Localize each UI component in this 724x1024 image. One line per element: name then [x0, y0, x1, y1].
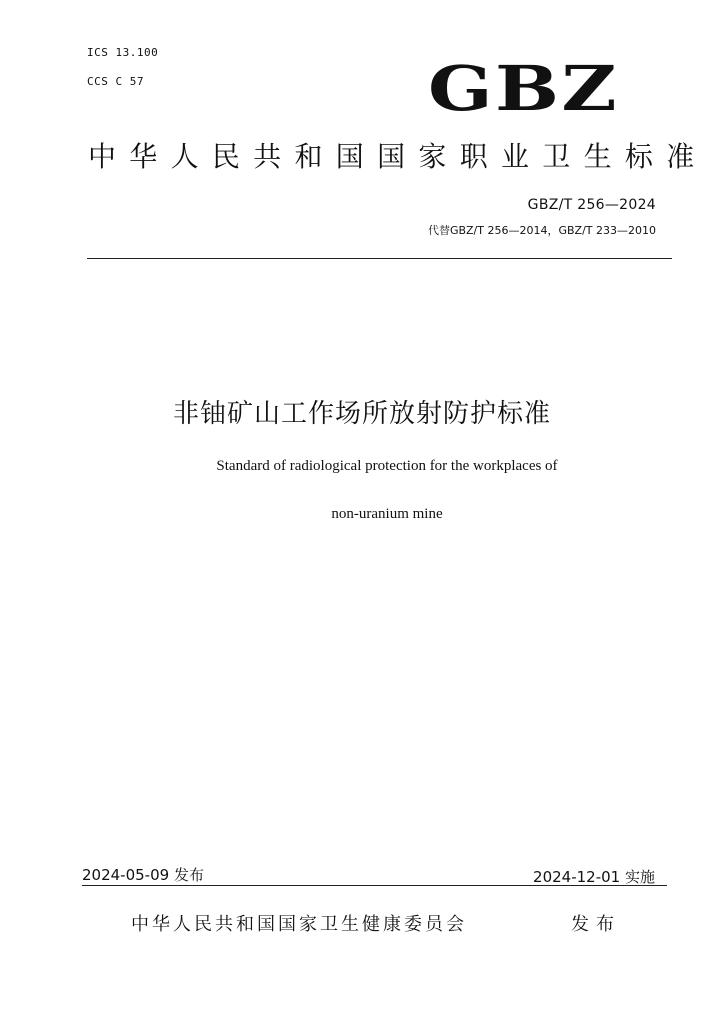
ccs-code: CCS C 57 [87, 75, 144, 88]
document-title-cn: 非铀矿山工作场所放射防护标准 [172, 399, 551, 429]
publish-label: 发布 [571, 914, 621, 935]
standard-category-title: 中华人民共和国国家职业卫生标准 [88, 140, 708, 173]
document-title-en-line1: Standard of radiological protection for the workplaces of [216, 458, 558, 474]
implement-date: 2024-12-01 实施 [533, 868, 655, 886]
gbz-logo: GBZ [428, 52, 620, 125]
replaces-note: 代替GBZ/T 256—2014，GBZ/T 233—2010 [427, 224, 656, 237]
header-divider [87, 258, 672, 259]
document-title-en-line2: non-uranium mine [331, 506, 443, 522]
footer-divider [82, 885, 667, 886]
issue-date: 2024-05-09 发布 [82, 866, 204, 884]
standard-number: GBZ/T 256—2024 [527, 197, 656, 213]
ics-code: ICS 13.100 [87, 46, 159, 59]
publisher-name: 中华人民共和国国家卫生健康委员会 [131, 914, 467, 935]
